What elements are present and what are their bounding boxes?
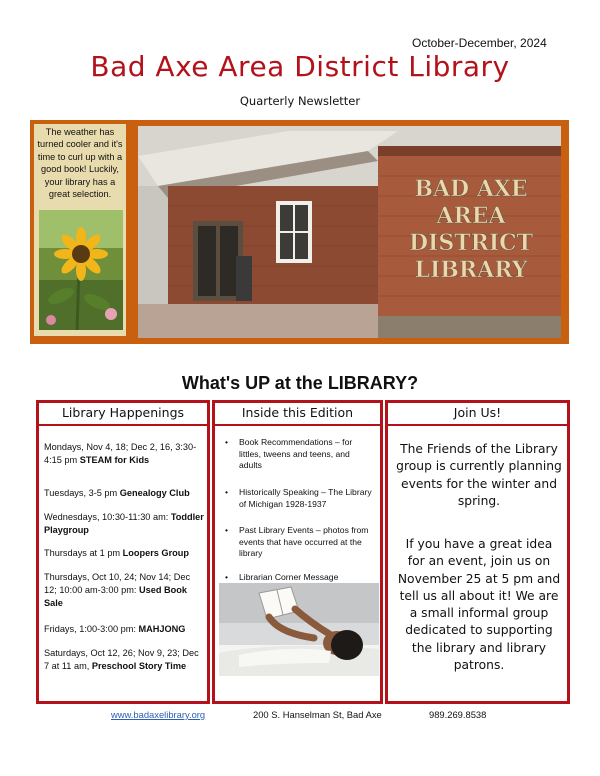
edition-item: • Historically Speaking – The Library of Michigan 1928-1937 [225,487,372,509]
event-item: Fridays, 1:00-3:00 pm: MAHJONG [44,624,186,634]
happenings-column [36,400,210,704]
edition-item: • Librarian Corner Message [225,572,339,582]
join-divider [388,424,567,426]
newsletter-subtitle: Quarterly Newsletter [239,94,361,108]
inside-divider [215,424,380,426]
join-title: Join Us! [453,405,502,420]
inside-title: Inside this Edition [241,405,354,420]
happenings-divider [39,424,207,426]
edition-item: • Past Library Events – photos from events that have occurred at the library [225,525,369,559]
banner [30,120,569,344]
sign-line-1: BAD AXE [414,176,528,202]
sign-line-3: DISTRICT [408,230,534,256]
event-item: Thursdays, Oct 10, 24; Nov 14; Dec 12; 10:00 am-3:00 pm: Used Book Sale [44,572,191,609]
join-paragraph-1: The Friends of the Library group is currently planning events for the winter and spring. [396,442,562,508]
newsletter-date: October-December, 2024 [412,36,547,50]
reading-woman-image [219,583,379,676]
event-item: Wednesdays, 10:30-11:30 am: Toddler Playgroup [44,512,204,536]
weather-text: The weather has turned cooler and it's time to curl up with a good book! Luckily, your library has a great selection. [37,127,123,200]
library-building-photo [138,126,561,338]
edition-item: • Book Recommendations – for littles, tweens and teens, and adults [225,437,353,471]
inside-column [212,400,383,704]
sunflower-image [39,210,123,330]
sign-line-4: LIBRARY [414,257,528,283]
event-item: Tuesdays, 3-5 pm Genealogy Club [44,488,190,498]
happenings-title: Library Happenings [61,405,185,420]
footer-address: 200 S. Hanselman St, Bad Axe [253,709,382,720]
sign-line-2: AREA [436,203,506,229]
weather-panel [34,124,126,336]
website-link[interactable]: www.badaxelibrary.org [111,709,206,720]
event-item: Saturdays, Oct 12, 26; Nov 9, 23; Dec 7 at 11 am, Preschool Story Time [44,648,199,672]
library-title: Bad Axe Area District Library [90,50,510,83]
join-column [385,400,570,704]
event-item: Mondays, Nov 4, 18; Dec 2, 16, 3:30-4:15 pm STEAM for Kids [44,442,197,466]
event-item: Thursdays at 1 pm Loopers Group [44,548,189,558]
join-paragraph-2: If you have a great idea for an event, join us on November 25 at 5 pm and tell us all about it! We are a small informal group dedicated to supporting the library and library patrons. [397,537,561,673]
footer-phone: 989.269.8538 [429,709,487,720]
section-heading: What's UP at the LIBRARY? [181,373,419,393]
